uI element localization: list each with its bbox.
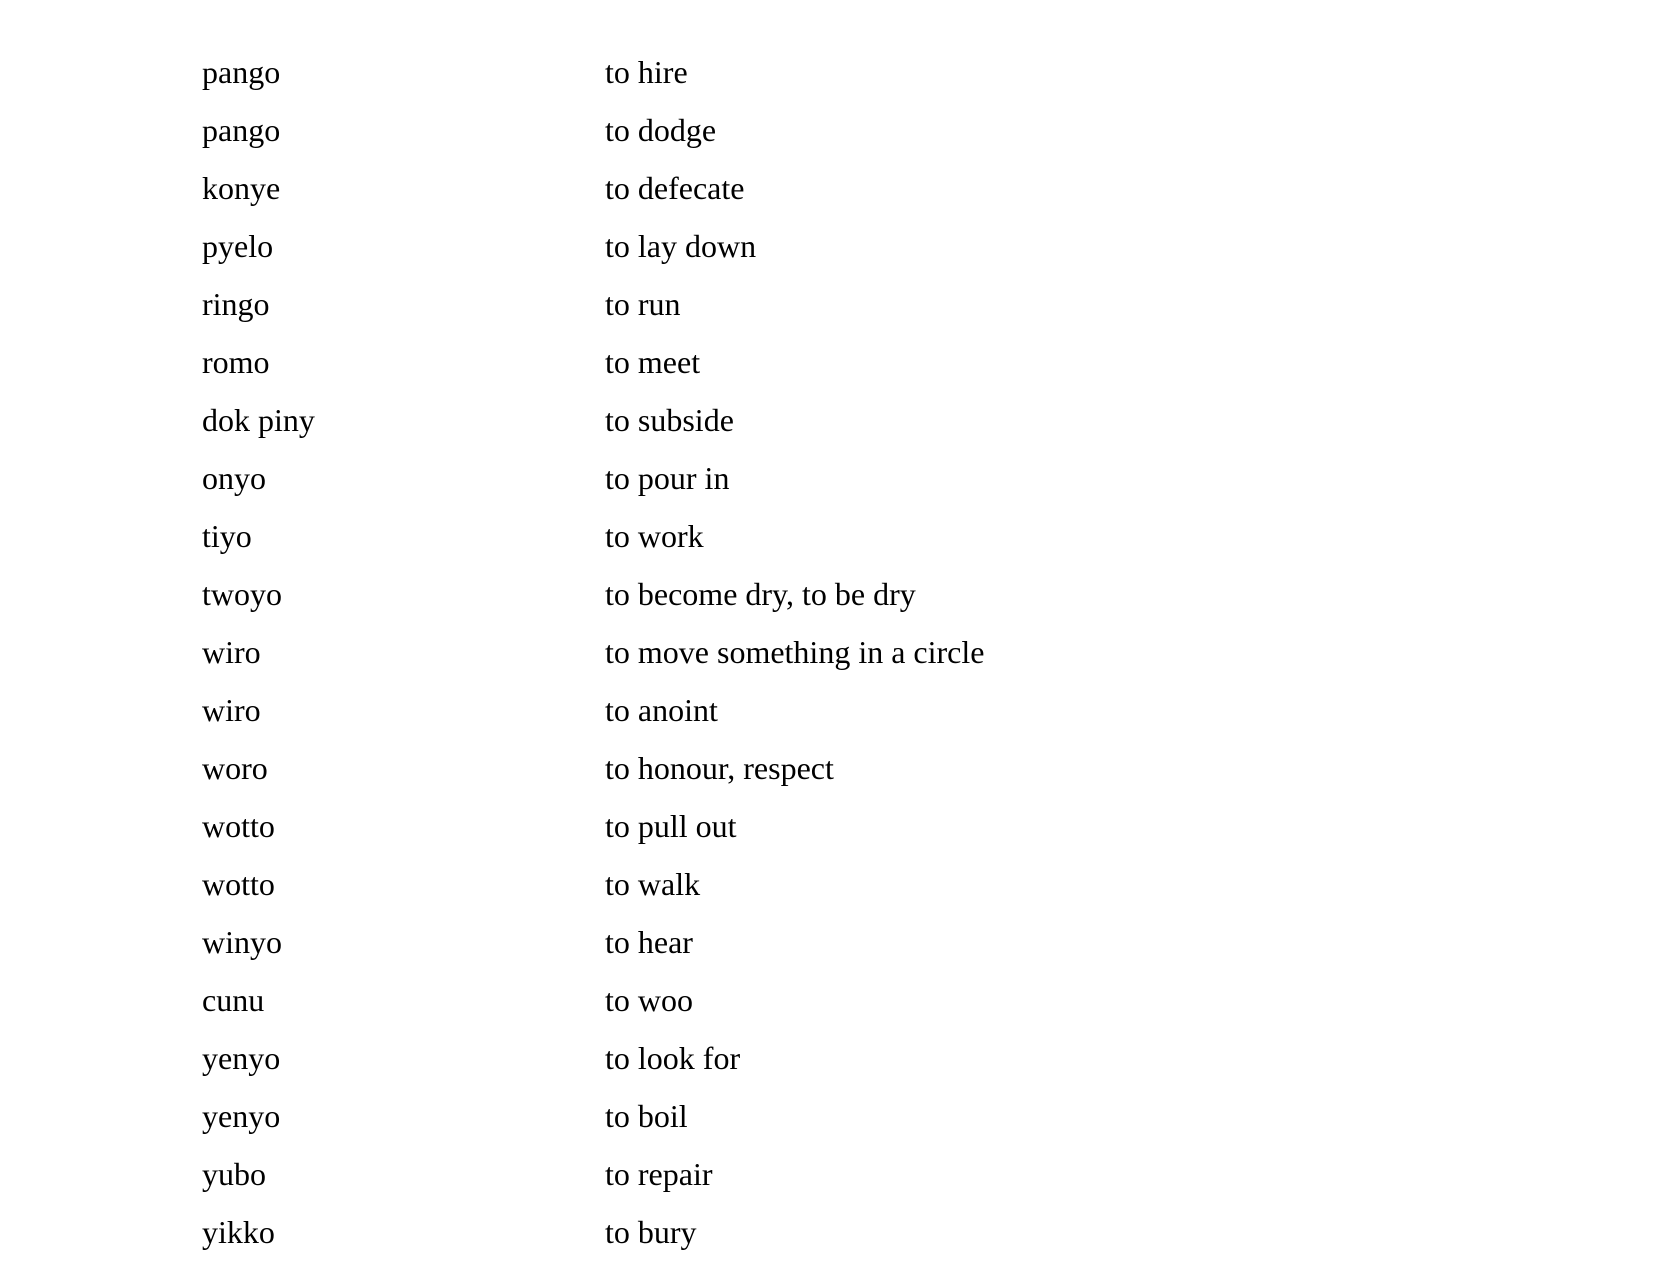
entry-gloss: to repair	[605, 1156, 713, 1192]
entry-gloss: to woo	[605, 982, 693, 1018]
entry-gloss: to anoint	[605, 692, 718, 728]
entry-gloss: to walk	[605, 866, 701, 902]
entry-term: woro	[202, 750, 268, 786]
entry-gloss: to pull out	[605, 808, 737, 844]
entry-gloss: to become dry, to be dry	[605, 576, 916, 612]
entry-gloss: to boil	[605, 1098, 688, 1134]
entry-term: wiro	[202, 692, 261, 728]
entry-term: pango	[202, 112, 281, 148]
entry-gloss: to defecate	[605, 170, 745, 206]
entry-term: cunu	[202, 982, 265, 1018]
entry-term: wiro	[202, 634, 261, 670]
entry-term: onyo	[202, 460, 266, 496]
entry-term: yenyo	[202, 1040, 281, 1076]
entry-gloss: to look for	[605, 1040, 741, 1076]
entry-gloss: to hire	[605, 54, 688, 90]
entry-gloss: to pour in	[605, 460, 730, 496]
entry-term: tiyo	[202, 518, 252, 554]
entry-gloss: to bury	[605, 1214, 697, 1250]
entry-term: wotto	[202, 808, 275, 844]
entry-gloss: to subside	[605, 402, 734, 438]
entry-gloss: to dodge	[605, 112, 717, 148]
entry-term: yikko	[202, 1214, 275, 1250]
entry-gloss: to work	[605, 518, 704, 554]
entry-term: konye	[202, 170, 281, 206]
entry-term: pango	[202, 54, 281, 90]
entry-gloss: to meet	[605, 344, 701, 380]
entry-gloss: to lay down	[605, 228, 757, 264]
entry-term: dok piny	[202, 402, 315, 438]
entry-term: twoyo	[202, 576, 282, 612]
entry-term: winyo	[202, 924, 282, 960]
entry-gloss: to run	[605, 286, 681, 322]
entry-term: yubo	[202, 1156, 266, 1192]
entry-term: yenyo	[202, 1098, 281, 1134]
entry-term: romo	[202, 344, 270, 380]
entry-gloss: to move something in a circle	[605, 634, 985, 670]
entry-term: wotto	[202, 866, 275, 902]
entry-gloss: to hear	[605, 924, 693, 960]
entry-term: ringo	[202, 286, 270, 322]
entry-gloss: to honour, respect	[605, 750, 834, 786]
entry-term: pyelo	[202, 228, 274, 264]
